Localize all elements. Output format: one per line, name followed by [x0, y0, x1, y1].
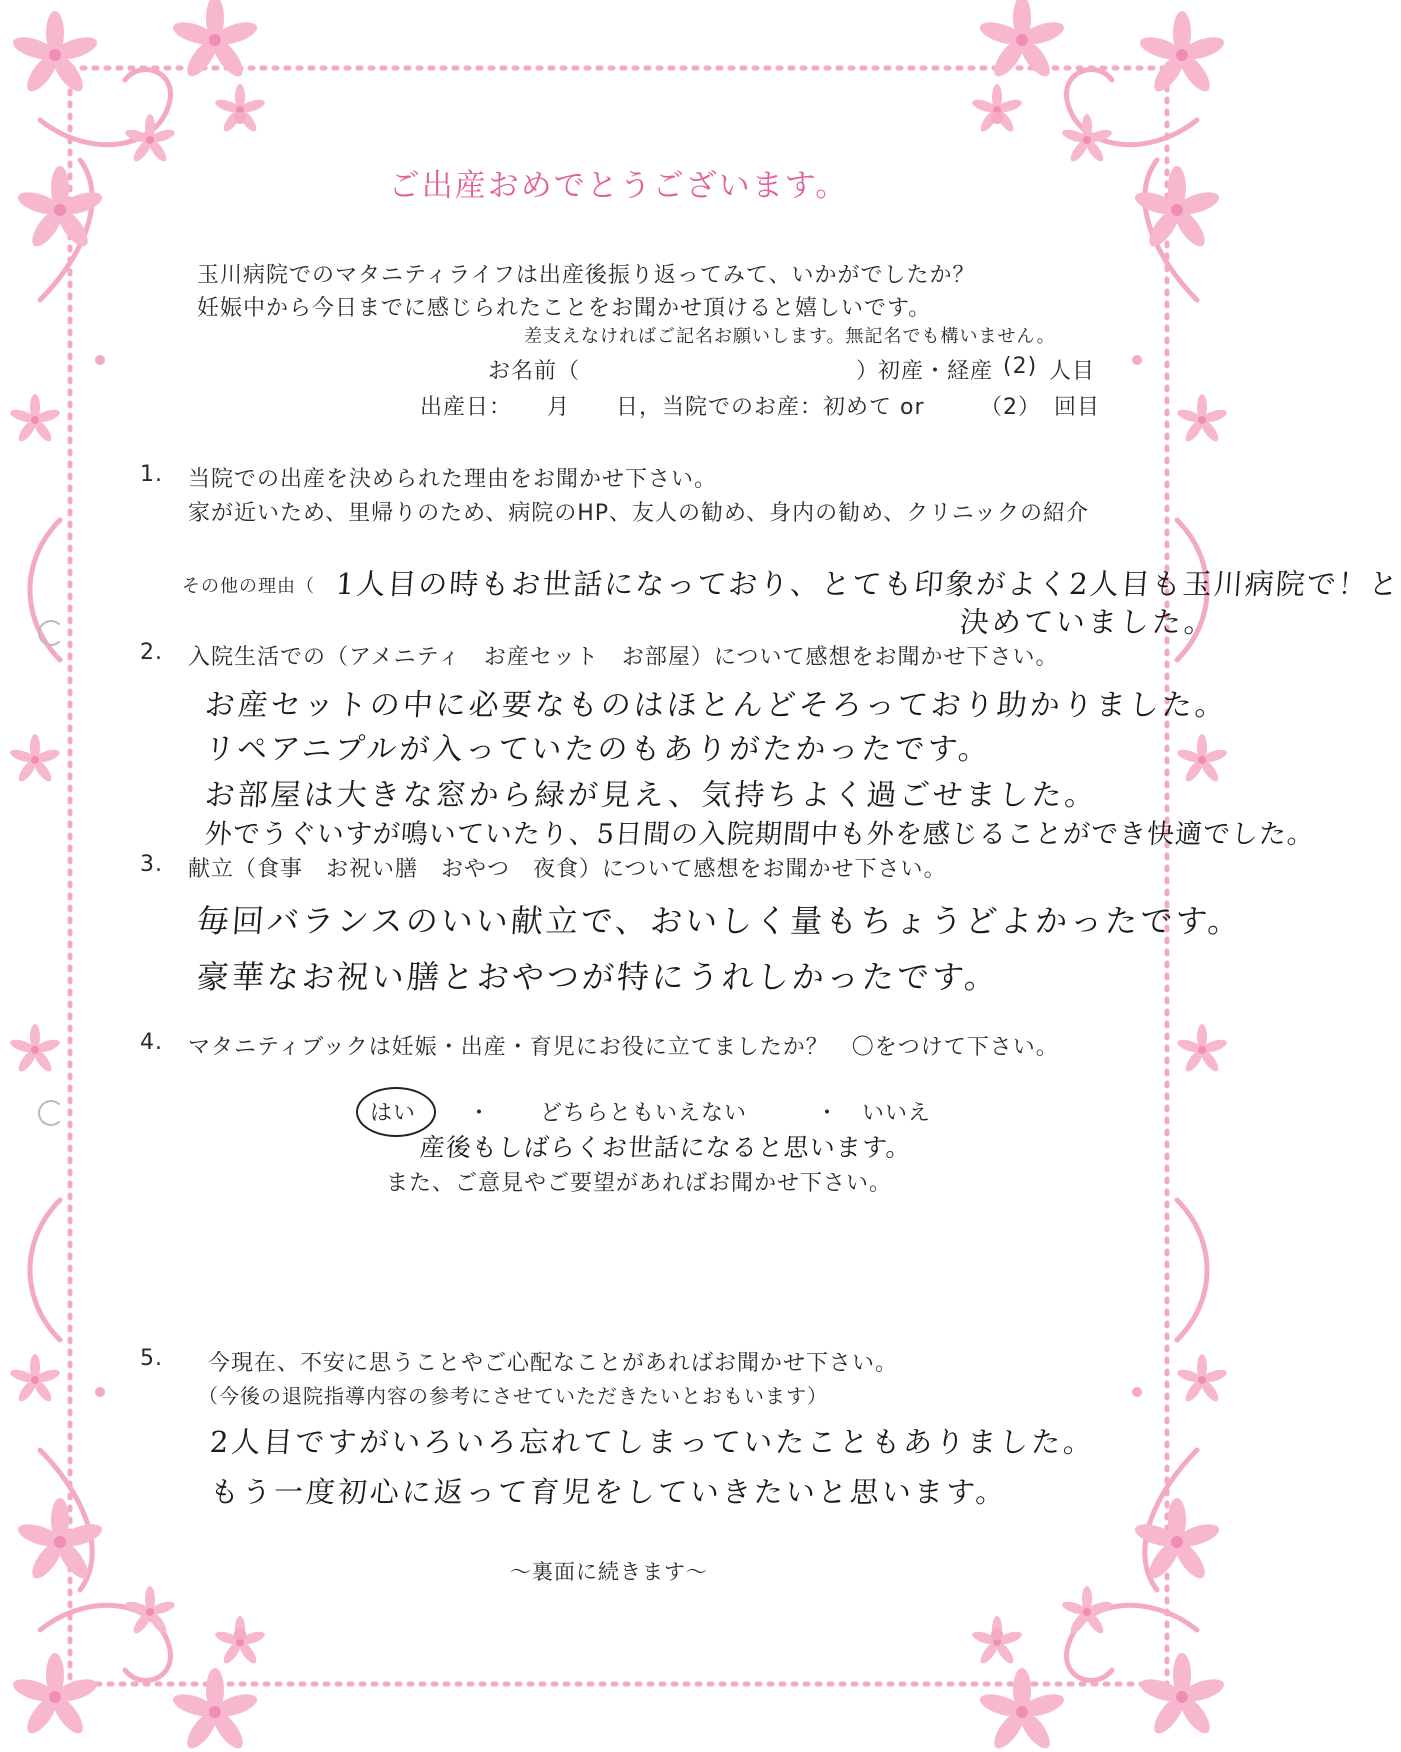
q2-answer-line: 外でうぐいすが鳴いていたり、5日間の入院期間中も外を感じることができ快適でした。 [203, 819, 1317, 850]
times-value: （2） [980, 395, 1041, 420]
q5-question: 今現在、不安に思うことやご心配なことがあればお聞かせ下さい。 [208, 1351, 899, 1376]
choice-separator: ・ [816, 1101, 840, 1126]
choice-neutral: どちらともいえない [540, 1101, 748, 1126]
q2-question: 入院生活での（アメニティ お産セット お部屋）について感想をお聞かせ下さい。 [188, 645, 1059, 670]
name-field: お名前（ ） [488, 359, 880, 384]
choice-separator: ・ [468, 1101, 492, 1126]
continued-note: 〜裏面に続きます〜 [510, 1560, 708, 1584]
intro-line-1: 玉川病院でのマタニティライフは出産後振り返ってみて、いかがでしたか？ [197, 263, 976, 288]
intro-line-2: 妊娠中から今日までに感じられたことをお聞かせ頂けると嬉しいです。 [197, 296, 932, 321]
q1-other-label: その他の理由（ [182, 576, 315, 597]
choice-no: いいえ [862, 1101, 932, 1126]
punch-hole-top [38, 620, 64, 646]
q1-answer-line-1: 1人目の時もお世話になっており、とても印象がよく2人目も玉川病院で！と [334, 567, 1401, 601]
q3-answer-line: 毎回バランスのいい献立で、おいしく量もちょうどよかったです。 [195, 902, 1245, 940]
q2-answer-line: リペアニプルが入っていたのもありがたかったです。 [203, 732, 993, 767]
q5-number: 5. [140, 1346, 163, 1371]
q3-answer-line: 豪華なお祝い膳とおやつが特にうれしかったです。 [195, 958, 1001, 996]
q5-subtext: （今後の退院指導内容の参考にさせていただきたいとおもいます） [198, 1384, 828, 1408]
page-title: ご出産おめでとうございます。 [388, 168, 849, 204]
q1-question: 当院での出産を決められた理由をお聞かせ下さい。 [188, 467, 718, 492]
signature-note: 差支えなければご記名お願いします。無記名でも構いません。 [524, 326, 1056, 347]
q1-options: 家が近いため、里帰りのため、病院のHP、友人の勧め、身内の勧め、クリニックの紹介 [188, 501, 1089, 526]
birth-info: 出産日： 月 日，当院でのお産：初めて or [420, 395, 925, 420]
punch-hole-bottom [38, 1100, 64, 1126]
parity-value: (2) [1003, 354, 1038, 379]
q4-question: マタニティブックは妊娠・出産・育児にお役に立てましたか？ 〇をつけて下さい。 [188, 1035, 1059, 1060]
q1-number: 1. [140, 462, 163, 487]
q4-number: 4. [140, 1030, 163, 1055]
q3-question: 献立（食事 お祝い膳 おやつ 夜食）について感想をお聞かせ下さい。 [188, 857, 947, 882]
parity-label: 初産・経産 [878, 359, 994, 384]
q2-answer-line: お産セットの中に必要なものはほとんどそろっており助かりました。 [203, 688, 1229, 723]
q4-followup: また、ご意見やご要望があればお聞かせ下さい。 [386, 1171, 893, 1196]
q1-answer-line-2: 決めていました。 [958, 605, 1218, 639]
q2-number: 2. [140, 640, 163, 665]
q3-number: 3. [140, 852, 163, 877]
q5-answer-line: 2人目ですがいろいろ忘れてしまっていたこともありました。 [208, 1425, 1097, 1459]
q2-answer-line: お部屋は大きな窓から緑が見え、気持ちよく過ごせました。 [203, 778, 1099, 813]
q4-answer: 産後もしばらくお世話になると思います。 [418, 1133, 913, 1162]
choice-yes: はい [370, 1101, 417, 1126]
times-suffix: 回目 [1054, 395, 1101, 420]
parity-suffix: 人目 [1049, 359, 1096, 384]
q5-answer-line: もう一度初心に返って育児をしていきたいと思います。 [208, 1475, 1009, 1509]
